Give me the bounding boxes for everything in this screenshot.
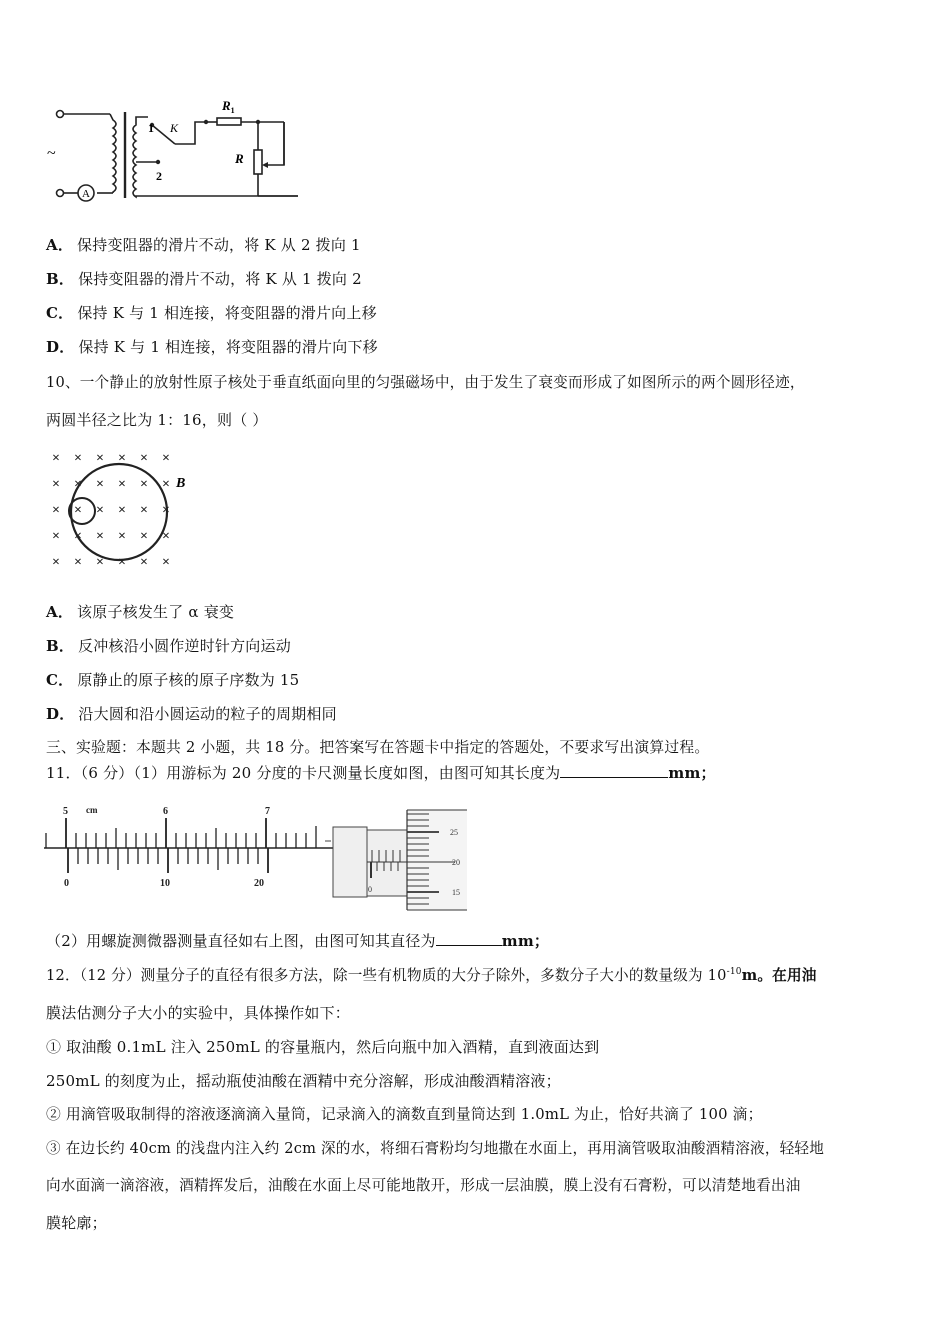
svg-text:×: ×: [96, 451, 104, 466]
vernier-label-0: 0: [64, 878, 69, 889]
svg-text:×: ×: [52, 477, 60, 492]
sleeve-zero-label: 0: [368, 885, 372, 894]
svg-text:×: ×: [52, 555, 60, 570]
q10-option-c: C． 原静止的原子核的原子序数为 15: [46, 671, 300, 689]
q9-option-d: D． 保持 K 与 1 相连接，将变阻器的滑片向下移: [46, 338, 378, 356]
q12-step1-line2: 250mL 的刻度为止，摇动瓶使油酸在酒精中充分溶解，形成油酸酒精溶液；: [46, 1072, 561, 1090]
svg-text:×: ×: [74, 477, 82, 492]
svg-text:×: ×: [140, 529, 148, 544]
svg-text:×: ×: [52, 503, 60, 518]
q10-stem-line2: 两圆半径之比为 1：16，则（ ）: [46, 411, 268, 429]
q12-step1-line1: ① 取油酸 0.1mL 注入 250mL 的容量瓶内，然后向瓶中加入酒精，直到液面达到: [46, 1038, 600, 1056]
micrometer-figure: [325, 800, 475, 915]
small-track-circle: [69, 498, 95, 524]
field-label: B: [176, 476, 186, 491]
svg-text:×: ×: [96, 477, 104, 492]
thimble-label-25: 25: [450, 828, 458, 837]
r1-label: $R_1$: [222, 98, 235, 115]
vernier-label-10: 10: [160, 878, 170, 889]
svg-text:×: ×: [118, 503, 126, 518]
svg-text:×: ×: [74, 529, 82, 544]
svg-text:×: ×: [140, 477, 148, 492]
svg-text:×: ×: [118, 477, 126, 492]
svg-text:×: ×: [118, 529, 126, 544]
svg-text:×: ×: [162, 451, 170, 466]
q12-stem-line1: 12．（12 分）测量分子的直径有很多方法，除一些有机物质的大分子除外，多数分子大小的数量级为 $10^{-10}m$。在用油: [46, 967, 817, 984]
thimble-label-15: 15: [452, 888, 460, 897]
q10-stem-line1: 10、一个静止的放射性原子核处于垂直纸面向里的匀强磁场中，由于发生了衰变而形成了如图所示的两个圆形径迹，: [46, 374, 805, 391]
q11-answer-blank-2: [436, 931, 502, 946]
svg-text:×: ×: [96, 555, 104, 570]
svg-text:×: ×: [74, 555, 82, 570]
q12-step2: ② 用滴管吸取制得的溶液逐滴滴入量筒，记录滴入的滴数直到量筒达到 1.0mL 为止，恰好共滴了 100 滴；: [46, 1106, 763, 1123]
ac-source-symbol: ~: [47, 145, 56, 162]
vernier-caliper-figure: [44, 798, 334, 893]
main-scale-label-6: 6: [163, 806, 168, 817]
thimble-label-20: 20: [452, 858, 460, 867]
transformer-circuit-figure: [40, 90, 300, 215]
svg-text:×: ×: [52, 529, 60, 544]
q11-part2: （2）用螺旋测微器测量直径如右上图，由图可知其直径为 mm；: [46, 932, 550, 950]
q11-answer-blank-1: [560, 763, 668, 778]
ammeter-label: A: [82, 188, 90, 200]
q9-option-b: B． 保持变阻器的滑片不动，将 K 从 1 拨向 2: [46, 270, 362, 288]
rheostat-label: R: [235, 151, 244, 166]
q12-step3-line2: 向水面滴一滴溶液，酒精挥发后，油酸在水面上尽可能地散开，形成一层油膜，膜上没有石膏粉，可以清楚地看出油: [46, 1177, 801, 1194]
svg-text:×: ×: [96, 529, 104, 544]
switch-pos2-label: 2: [156, 169, 162, 183]
svg-text:×: ×: [74, 451, 82, 466]
q11-part1: 11．（6 分）（1）用游标为 20 分度的卡尺测量长度如图，由图可知其长度为 mm；: [46, 764, 716, 782]
svg-text:×: ×: [140, 555, 148, 570]
magnetic-field-tracks-figure: [40, 440, 200, 580]
q9-option-a: A． 保持变阻器的滑片不动，将 K 从 2 拨向 1: [46, 236, 361, 254]
main-scale-label-5: 5: [63, 806, 68, 817]
main-scale-label-7: 7: [265, 806, 270, 817]
svg-text:×: ×: [162, 503, 170, 518]
svg-text:×: ×: [52, 451, 60, 466]
svg-text:×: ×: [140, 451, 148, 466]
q10-option-b: B． 反冲核沿小圆作逆时针方向运动: [46, 637, 291, 655]
switch-pos1-label: 1: [148, 121, 154, 135]
section3-heading: 三、实验题：本题共 2 小题，共 18 分。把答案写在答题卡中指定的答题处，不要求写出演算过程。: [46, 739, 710, 756]
svg-text:×: ×: [140, 503, 148, 518]
svg-text:×: ×: [96, 503, 104, 518]
q12-stem-line2: 膜法估测分子大小的实验中，具体操作如下：: [46, 1004, 351, 1022]
svg-text:×: ×: [118, 451, 126, 466]
q9-option-c: C． 保持 K 与 1 相连接，将变阻器的滑片向上移: [46, 304, 377, 322]
q10-option-a: A． 该原子核发生了 α 衰变: [46, 603, 235, 621]
svg-text:×: ×: [118, 555, 126, 570]
main-scale-unit: cm: [86, 805, 98, 815]
q12-step3-line3: 膜轮廓；: [46, 1214, 107, 1232]
q12-step3-line1: ③ 在边长约 40cm 的浅盘内注入约 2cm 深的水，将细石膏粉均匀地撒在水面上，再用滴管吸取油酸酒精溶液，轻轻地: [46, 1140, 824, 1157]
q10-option-d: D． 沿大圆和沿小圆运动的粒子的周期相同: [46, 705, 337, 723]
svg-text:×: ×: [162, 477, 170, 492]
vernier-label-20: 20: [254, 878, 264, 889]
svg-text:×: ×: [74, 503, 82, 518]
svg-text:×: ×: [162, 529, 170, 544]
switch-label: K: [170, 121, 179, 135]
svg-text:×: ×: [162, 555, 170, 570]
